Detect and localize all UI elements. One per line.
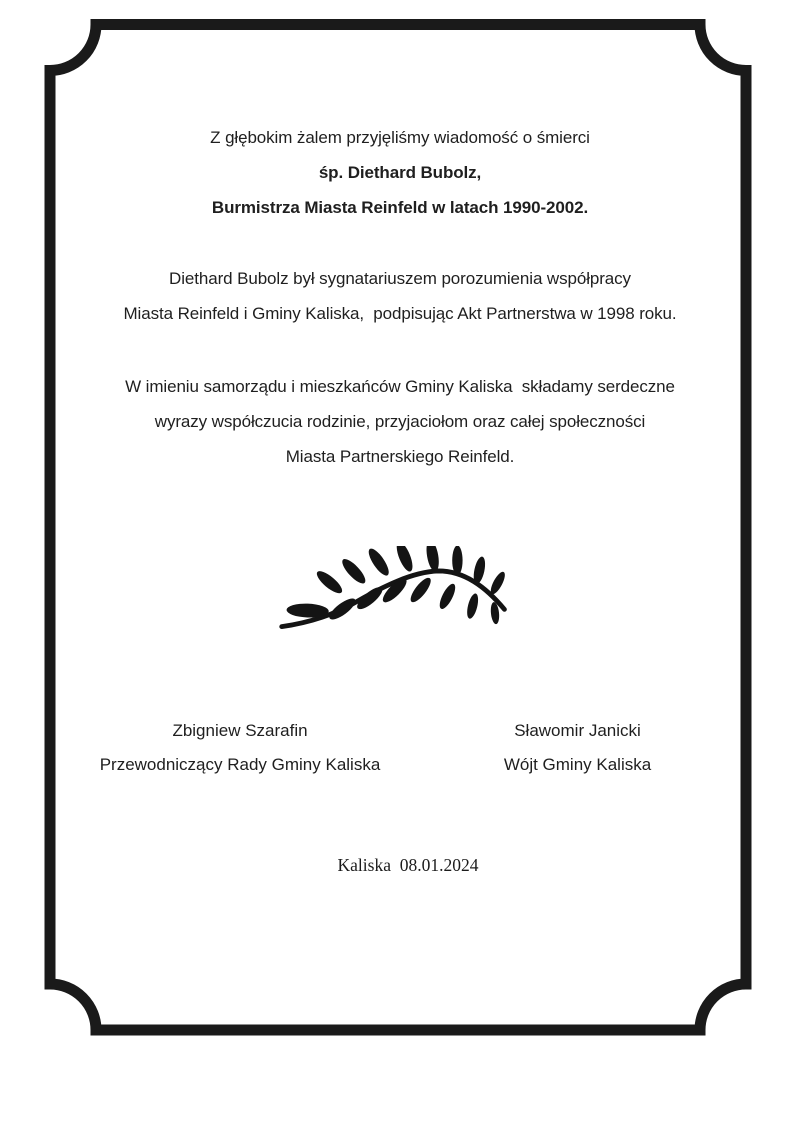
- signatory-name: Zbigniew Szarafin: [172, 721, 308, 740]
- deceased-title: Burmistrza Miasta Reinfeld w latach 1990-2002.: [211, 198, 589, 217]
- intro-line: Z głębokim żalem przyjęliśmy wiadomość o śmierci: [210, 128, 590, 147]
- laurel-branch-icon: [278, 546, 512, 642]
- condolence-line-2: wyrazy współczucia rodzinie, przyjaciołom oraz całej społeczności: [154, 412, 646, 431]
- condolence-paragraph: [0, 369, 800, 474]
- deceased-name: śp. Diethard Bubolz,: [318, 163, 482, 182]
- partnership-paragraph: [0, 261, 800, 331]
- place-date-line: Kaliska 08.01.2024: [337, 855, 479, 875]
- signatory-name: Sławomir Janicki: [514, 721, 641, 740]
- signatory-title: Przewodniczący Rady Gminy Kaliska: [99, 755, 381, 774]
- intro-paragraph: [0, 120, 800, 225]
- partnership-line-1: Diethard Bubolz był sygnatariuszem porozumienia współpracy: [169, 269, 631, 288]
- condolence-line-3: Miasta Partnerskiego Reinfeld.: [285, 447, 515, 466]
- signature-left: [70, 714, 410, 782]
- condolence-line-1: W imieniu samorządu i mieszkańców Gminy Kaliska składamy serdeczne: [125, 377, 675, 396]
- signature-right: [450, 714, 705, 782]
- partnership-line-2: Miasta Reinfeld i Gminy Kaliska, podpisując Akt Partnerstwa w 1998 roku.: [123, 304, 677, 323]
- signatory-title: Wójt Gminy Kaliska: [503, 755, 652, 774]
